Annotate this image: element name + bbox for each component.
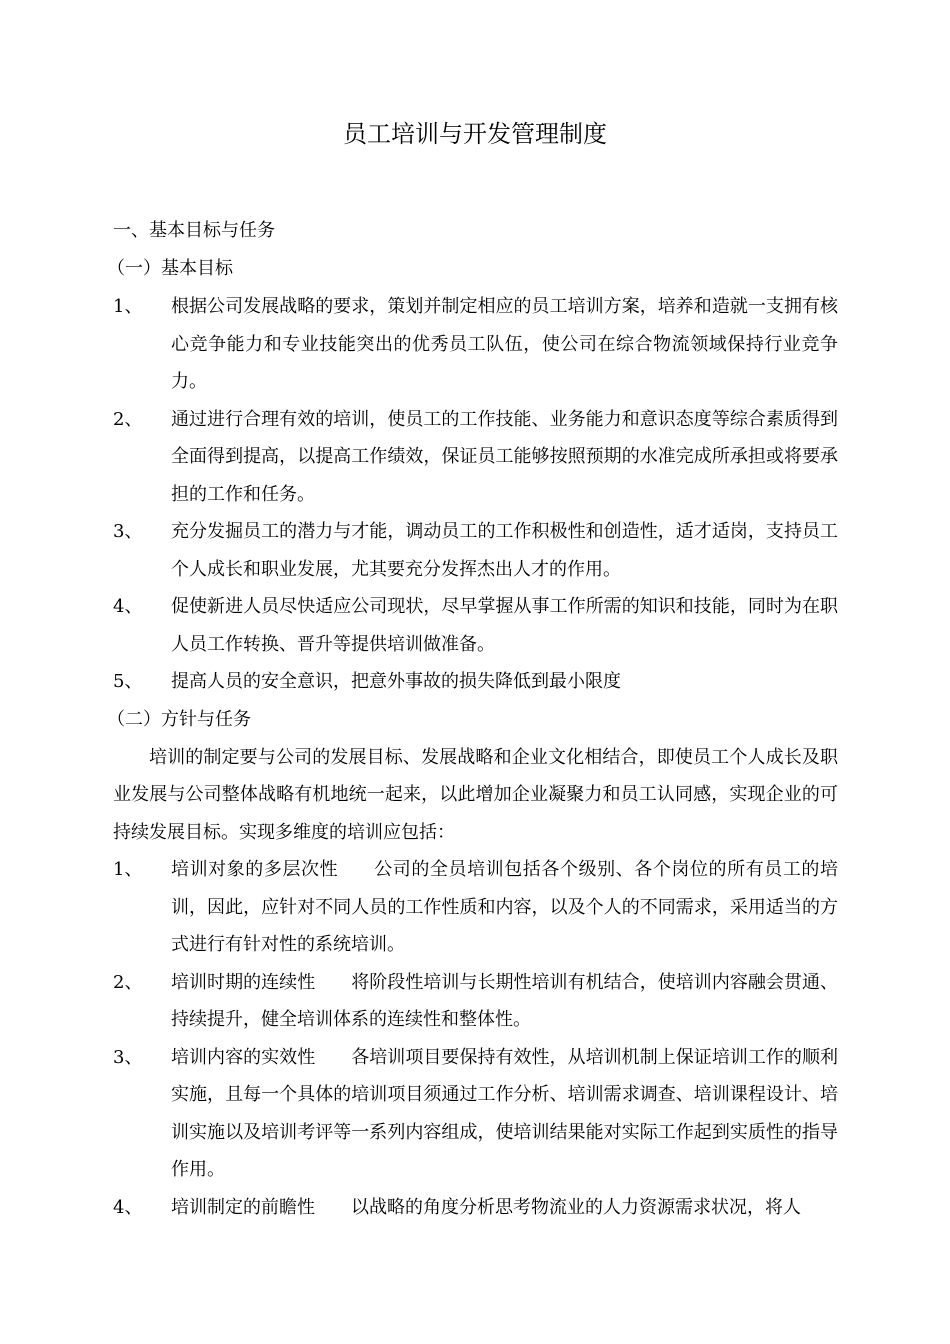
item-lead: 培训内容的实效性 bbox=[171, 1046, 316, 1068]
item-number: 4、 bbox=[113, 596, 143, 617]
item-text: 根据公司发展战略的要求，策划并制定相应的员工培训方案，培养和造就一支拥有核心竞争能力和专业技能突出的优秀员工队伍，使公司在综合物流领域保持行业竞争力。 bbox=[171, 296, 838, 392]
goal-item bbox=[113, 401, 838, 514]
item-text: 公司的全员培训包括各个级别、各个岗位的所有员工的培训，因此，应针对不同人员的工作性质和内容，以及个人的不同需求，采用适当的方式进行有针对性的系统培训。 bbox=[171, 859, 839, 955]
item-lead: 培训制定的前瞻性 bbox=[171, 1196, 315, 1218]
item-lead: 培训对象的多层次性 bbox=[171, 859, 339, 880]
item-text: 各培训项目要保持有效性，从培训机制上保证培训工作的顺利实施，且每一个具体的培训项目须通过工作分析、培训需求调查、培训课程设计、培训实施以及培训考评等一系列内容组成，使培训结果能对实际工作起到实质性的指导作用。 bbox=[171, 1046, 838, 1180]
policy-item bbox=[113, 1189, 838, 1227]
item-number: 3、 bbox=[113, 1046, 143, 1068]
item-number: 1、 bbox=[113, 859, 143, 880]
item-number: 4、 bbox=[113, 1196, 143, 1218]
item-text: 以战略的角度分析思考物流业的人力资源需求状况，将人 bbox=[351, 1196, 801, 1218]
subsection-heading-policy: （二）方针与任务 bbox=[107, 708, 251, 730]
item-number: 2、 bbox=[113, 971, 143, 993]
document-title: 员工培训与开发管理制度 bbox=[343, 120, 607, 148]
item-text: 充分发掘员工的潜力与才能，调动员工的工作积极性和创造性，适才适岗，支持员工个人成长和职业发展，尤其要充分发挥杰出人才的作用。 bbox=[171, 521, 838, 580]
policy-paragraph: 培训的制定要与公司的发展目标、发展战略和企业文化相结合，即使员工个人成长及职业发展与公司整体战略有机地统一起来，以此增加企业凝聚力和员工认同感，实现企业的可持续发展目标。实现多维度的培训应包括： bbox=[113, 746, 838, 843]
subsection-heading-goals: （一）基本目标 bbox=[107, 258, 233, 279]
goal-item bbox=[113, 513, 838, 588]
item-number: 5、 bbox=[113, 671, 143, 692]
item-text: 促使新进人员尽快适应公司现状，尽早掌握从事工作所需的知识和技能，同时为在职人员工作转换、晋升等提供培训做准备。 bbox=[171, 596, 838, 655]
item-number: 3、 bbox=[113, 521, 143, 542]
goal-item bbox=[113, 588, 838, 663]
document-body bbox=[107, 212, 839, 1226]
item-text: 提高人员的安全意识，把意外事故的损失降低到最小限度 bbox=[171, 671, 621, 692]
goal-item bbox=[113, 288, 838, 401]
policy-item bbox=[113, 964, 838, 1039]
item-text: 将阶段性培训与长期性培训有机结合，使培训内容融会贯通、持续提升，健全培训体系的连续性和整体性。 bbox=[171, 971, 838, 1030]
item-lead: 培训时期的连续性 bbox=[171, 971, 316, 993]
goal-item bbox=[113, 663, 838, 701]
item-number: 2、 bbox=[113, 408, 143, 430]
policy-item bbox=[113, 1039, 838, 1189]
item-number: 1、 bbox=[113, 296, 143, 317]
section-heading: 一、基本目标与任务 bbox=[113, 220, 275, 241]
item-text: 通过进行合理有效的培训，使员工的工作技能、业务能力和意识态度等综合素质得到全面得到提高，以提高工作绩效，保证员工能够按照预期的水准完成所承担或将要承担的工作和任务。 bbox=[171, 408, 838, 505]
policy-item bbox=[113, 851, 838, 964]
